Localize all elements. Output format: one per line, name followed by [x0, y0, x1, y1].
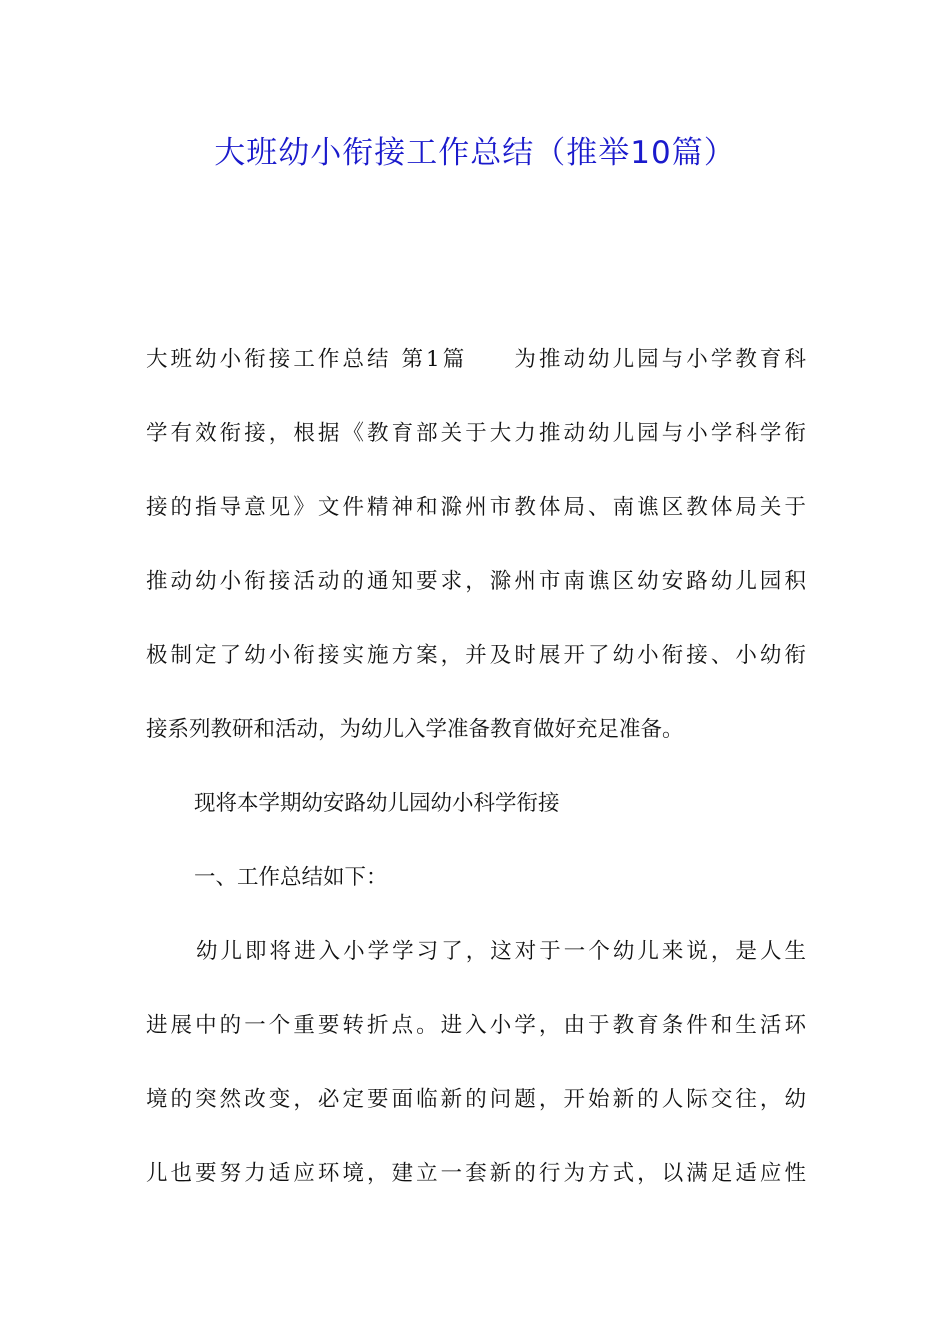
text-line: 为推动幼儿园与小学教育科 — [511, 347, 806, 372]
paragraph-line-10: 进展中的一个重要转折点。进入小学，由于教育条件和生活环 — [146, 1013, 806, 1038]
paragraph-line-12: 儿也要努力适应环境，建立一套新的行为方式，以满足适应性 — [146, 1161, 806, 1186]
section-heading-1: 一、工作总结如下： — [194, 865, 388, 890]
paragraph-line-1 — [146, 340, 806, 380]
paragraph-line-9: 幼儿即将进入小学学习了，这对于一个幼儿来说，是人生 — [196, 939, 806, 964]
paragraph-line-4: 推动幼小衔接活动的通知要求，滁州市南谯区幼安路幼儿园积 — [146, 569, 806, 594]
paragraph-line-6: 接系列教研和活动，为幼儿入学准备教育做好充足准备。 — [146, 717, 684, 742]
paragraph-line-11: 境的突然改变，必定要面临新的问题，开始新的人际交往，幼 — [146, 1087, 806, 1112]
document-title: 大班幼小衔接工作总结（推举10篇） — [214, 135, 736, 171]
paragraph-line-2: 学有效衔接，根据《教育部关于大力推动幼儿园与小学科学衔 — [146, 421, 806, 446]
paragraph-line-5: 极制定了幼小衔接实施方案，并及时展开了幼小衔接、小幼衔 — [146, 643, 806, 668]
paragraph-line-3: 接的指导意见》文件精神和滁州市教体局、南谯区教体局关于 — [146, 495, 806, 520]
section-heading-label: 大班幼小衔接工作总结 第1篇 — [146, 347, 468, 372]
paragraph-line-7: 现将本学期幼安路幼儿园幼小科学衔接 — [194, 791, 560, 816]
